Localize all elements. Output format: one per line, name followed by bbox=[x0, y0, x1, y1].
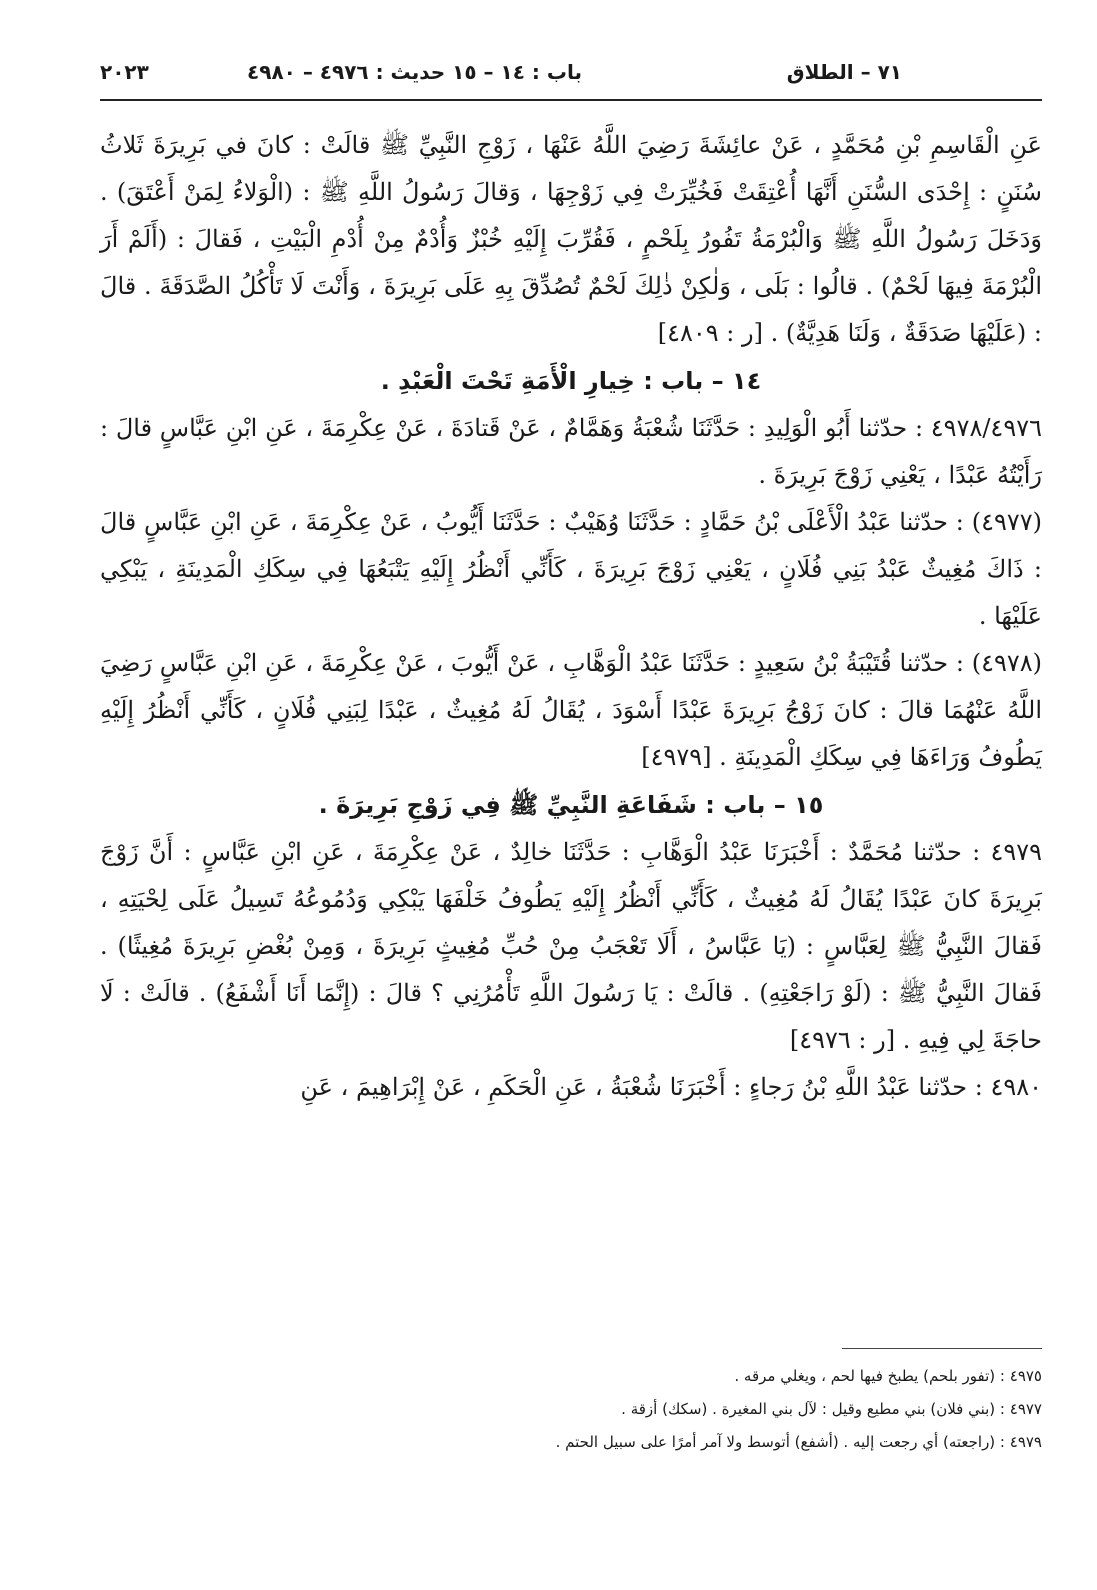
header-divider bbox=[100, 99, 1042, 101]
hadith-paragraph: (٤٩٧٧) : حدّثنا عَبْدُ الْأَعْلَى بْنُ حَمَّادٍ : حَدَّثَنَا وُهَيْبٌ : حَدَّثَنَا أَيُّوبُ ، عَنْ عِكْرِمَةَ ، عَنِ ابْنِ عَبَّاسٍ قالَ : ذَاكَ مُغِيثٌ عَبْدُ بَنِي فُلَانٍ ، يَعْنِي زَوْجَ بَرِيرَةَ ، كَأَنِّي أَنْظُرُ إِلَيْهِ يَتْبَعُهَا فِي سِكَكِ الْمَدِينَةِ ، يَبْكِي عَلَيْهَا . bbox=[100, 508, 1042, 630]
book-title: ٧١ – الطلاق bbox=[786, 60, 902, 84]
hadith-paragraph: ٤٩٧٨/٤٩٧٦ : حدّثنا أَبُو الْوَلِيدِ : حَدَّثَنَا شُعْبَةُ وَهَمَّامٌ ، عَنْ قَتادَةَ ، عَنْ عِكْرِمَةَ ، عَنِ ابْنِ عَبَّاسٍ قالَ : رَأَيْتُهُ عَبْدًا ، يَعْنِي زَوْجَ بَرِيرَةَ . bbox=[100, 414, 1042, 489]
footnote-divider bbox=[842, 1348, 1042, 1349]
hadith-paragraph: (٤٩٧٨) : حدّثنا قُتَيْبَةُ بْنُ سَعِيدٍ : حَدَّثَنَا عَبْدُ الْوَهَّابِ ، عَنْ أَيُّوبَ ، عَنْ عِكْرِمَةَ ، عَنِ ابْنِ عَبَّاسٍ رَضِيَ اللَّهُ عَنْهُمَا قالَ : كانَ زَوْجُ بَرِيرَةَ عَبْدًا أَسْوَدَ ، يُقَالُ لَهُ مُغِيثٌ ، عَبْدًا لِبَنِي فُلَانٍ ، كَأَنِّي أَنْظُرُ إِلَيْهِ يَطُوفُ وَرَاءَهَا فِي سِكَكِ الْمَدِينَةِ . [٤٩٧٩] bbox=[100, 649, 1042, 771]
page-header bbox=[100, 60, 1042, 90]
chapter-heading: ١٥ – باب : شَفَاعَةِ النَّبِيِّ ﷺ فِي زَوْجِ بَرِيرَةَ . bbox=[318, 791, 824, 819]
footnote: ٤٩٧٥ : (تفور بلحم) يطبخ فيها لحم ، ويغلي مرقه . bbox=[734, 1367, 1042, 1385]
chapter-hadith-reference: باب : ١٤ – ١٥ حديث : ٤٩٧٦ – ٤٩٨٠ bbox=[247, 60, 582, 84]
main-text bbox=[100, 122, 1042, 1111]
footnote: ٤٩٧٩ : (راجعته) أي رجعت إليه . (أشفع) أتوسط ولا آمر أمرًا على سبيل الحتم . bbox=[555, 1433, 1042, 1451]
page-number: ٢٠٢٣ bbox=[100, 60, 149, 84]
hadith-paragraph: ٤٩٨٠ : حدّثنا عَبْدُ اللَّهِ بْنُ رَجاءٍ : أَخْبَرَنَا شُعْبَةُ ، عَنِ الْحَكَمِ ، عَنْ إِبْرَاهِيمَ ، عَنِ bbox=[300, 1073, 1042, 1101]
hadith-paragraph: ٤٩٧٩ : حدّثنا مُحَمَّدٌ : أَخْبَرَنَا عَبْدُ الْوَهَّابِ : حَدَّثَنَا خالِدٌ ، عَنْ عِكْرِمَةَ ، عَنِ ابْنِ عَبَّاسٍ : أَنَّ زَوْجَ بَرِيرَةَ كانَ عَبْدًا يُقَالُ لَهُ مُغِيثٌ ، كَأَنِّي أَنْظُرُ إِلَيْهِ يَطُوفُ خَلْفَهَا يَبْكِي وَدُمُوعُهُ تَسِيلُ عَلَى لِحْيَتِهِ ، فَقالَ النَّبِيُّ ﷺ لِعَبَّاسٍ : (يَا عَبَّاسُ ، أَلَا تَعْجَبُ مِنْ حُبِّ مُغِيثٍ بَرِيرَةَ ، وَمِنْ بُغْضِ بَرِيرَةَ مُغِيثًا) . فَقالَ النَّبِيُّ ﷺ : (لَوْ رَاجَعْتِهِ) . قالَتْ : يَا رَسُولَ اللَّهِ تَأْمُرُنِي ؟ قالَ : (إِنَّمَا أَنَا أَشْفَعُ) . قالَتْ : لَا حاجَةَ لِي فِيهِ . [ر : ٤٩٧٦] bbox=[100, 838, 1042, 1054]
footnote: ٤٩٧٧ : (بني فلان) بني مطيع وقيل : لآل بني المغيرة . (سكك) أزقة . bbox=[621, 1400, 1042, 1418]
hadith-paragraph: عَنِ الْقَاسِمِ بْنِ مُحَمَّدٍ ، عَنْ عائِشَةَ رَضِيَ اللَّهُ عَنْهَا ، زَوْجِ النَّبِيِّ ﷺ قالَتْ : كانَ في بَرِيرَةَ ثَلاثُ سُنَنٍ : إِحْدَى السُّنَنِ أَنَّهَا أُعْتِقَتْ فَخُيِّرَتْ فِي زَوْجِهَا ، وَقالَ رَسُولُ اللَّهِ ﷺ : (الْوَلاءُ لِمَنْ أَعْتَقَ) . وَدَخَلَ رَسُولُ اللَّهِ ﷺ وَالْبُرْمَةُ تَفُورُ بِلَحْمٍ ، فَقُرِّبَ إِلَيْهِ خُبْزٌ وَأُدْمٌ مِنْ أُدْمِ الْبَيْتِ ، فَقالَ : (أَلَمْ أَرَ الْبُرْمَةَ فِيهَا لَحْمٌ) . قالُوا : بَلَى ، وَلٰكِنْ ذٰلِكَ لَحْمٌ تُصُدِّقَ بِهِ عَلَى بَرِيرَةَ ، وَأَنْتَ لَا تَأْكُلُ الصَّدَقَةَ . قالَ : (عَلَيْهَا صَدَقَةٌ ، وَلَنَا هَدِيَّةٌ) . [ر : ٤٨٠٩] bbox=[100, 131, 1042, 347]
footnotes bbox=[100, 1360, 1042, 1459]
chapter-heading: ١٤ – باب : خِيارِ الْأَمَةِ تَحْتَ الْعَبْدِ . bbox=[380, 367, 762, 395]
book-page bbox=[100, 0, 1042, 1590]
